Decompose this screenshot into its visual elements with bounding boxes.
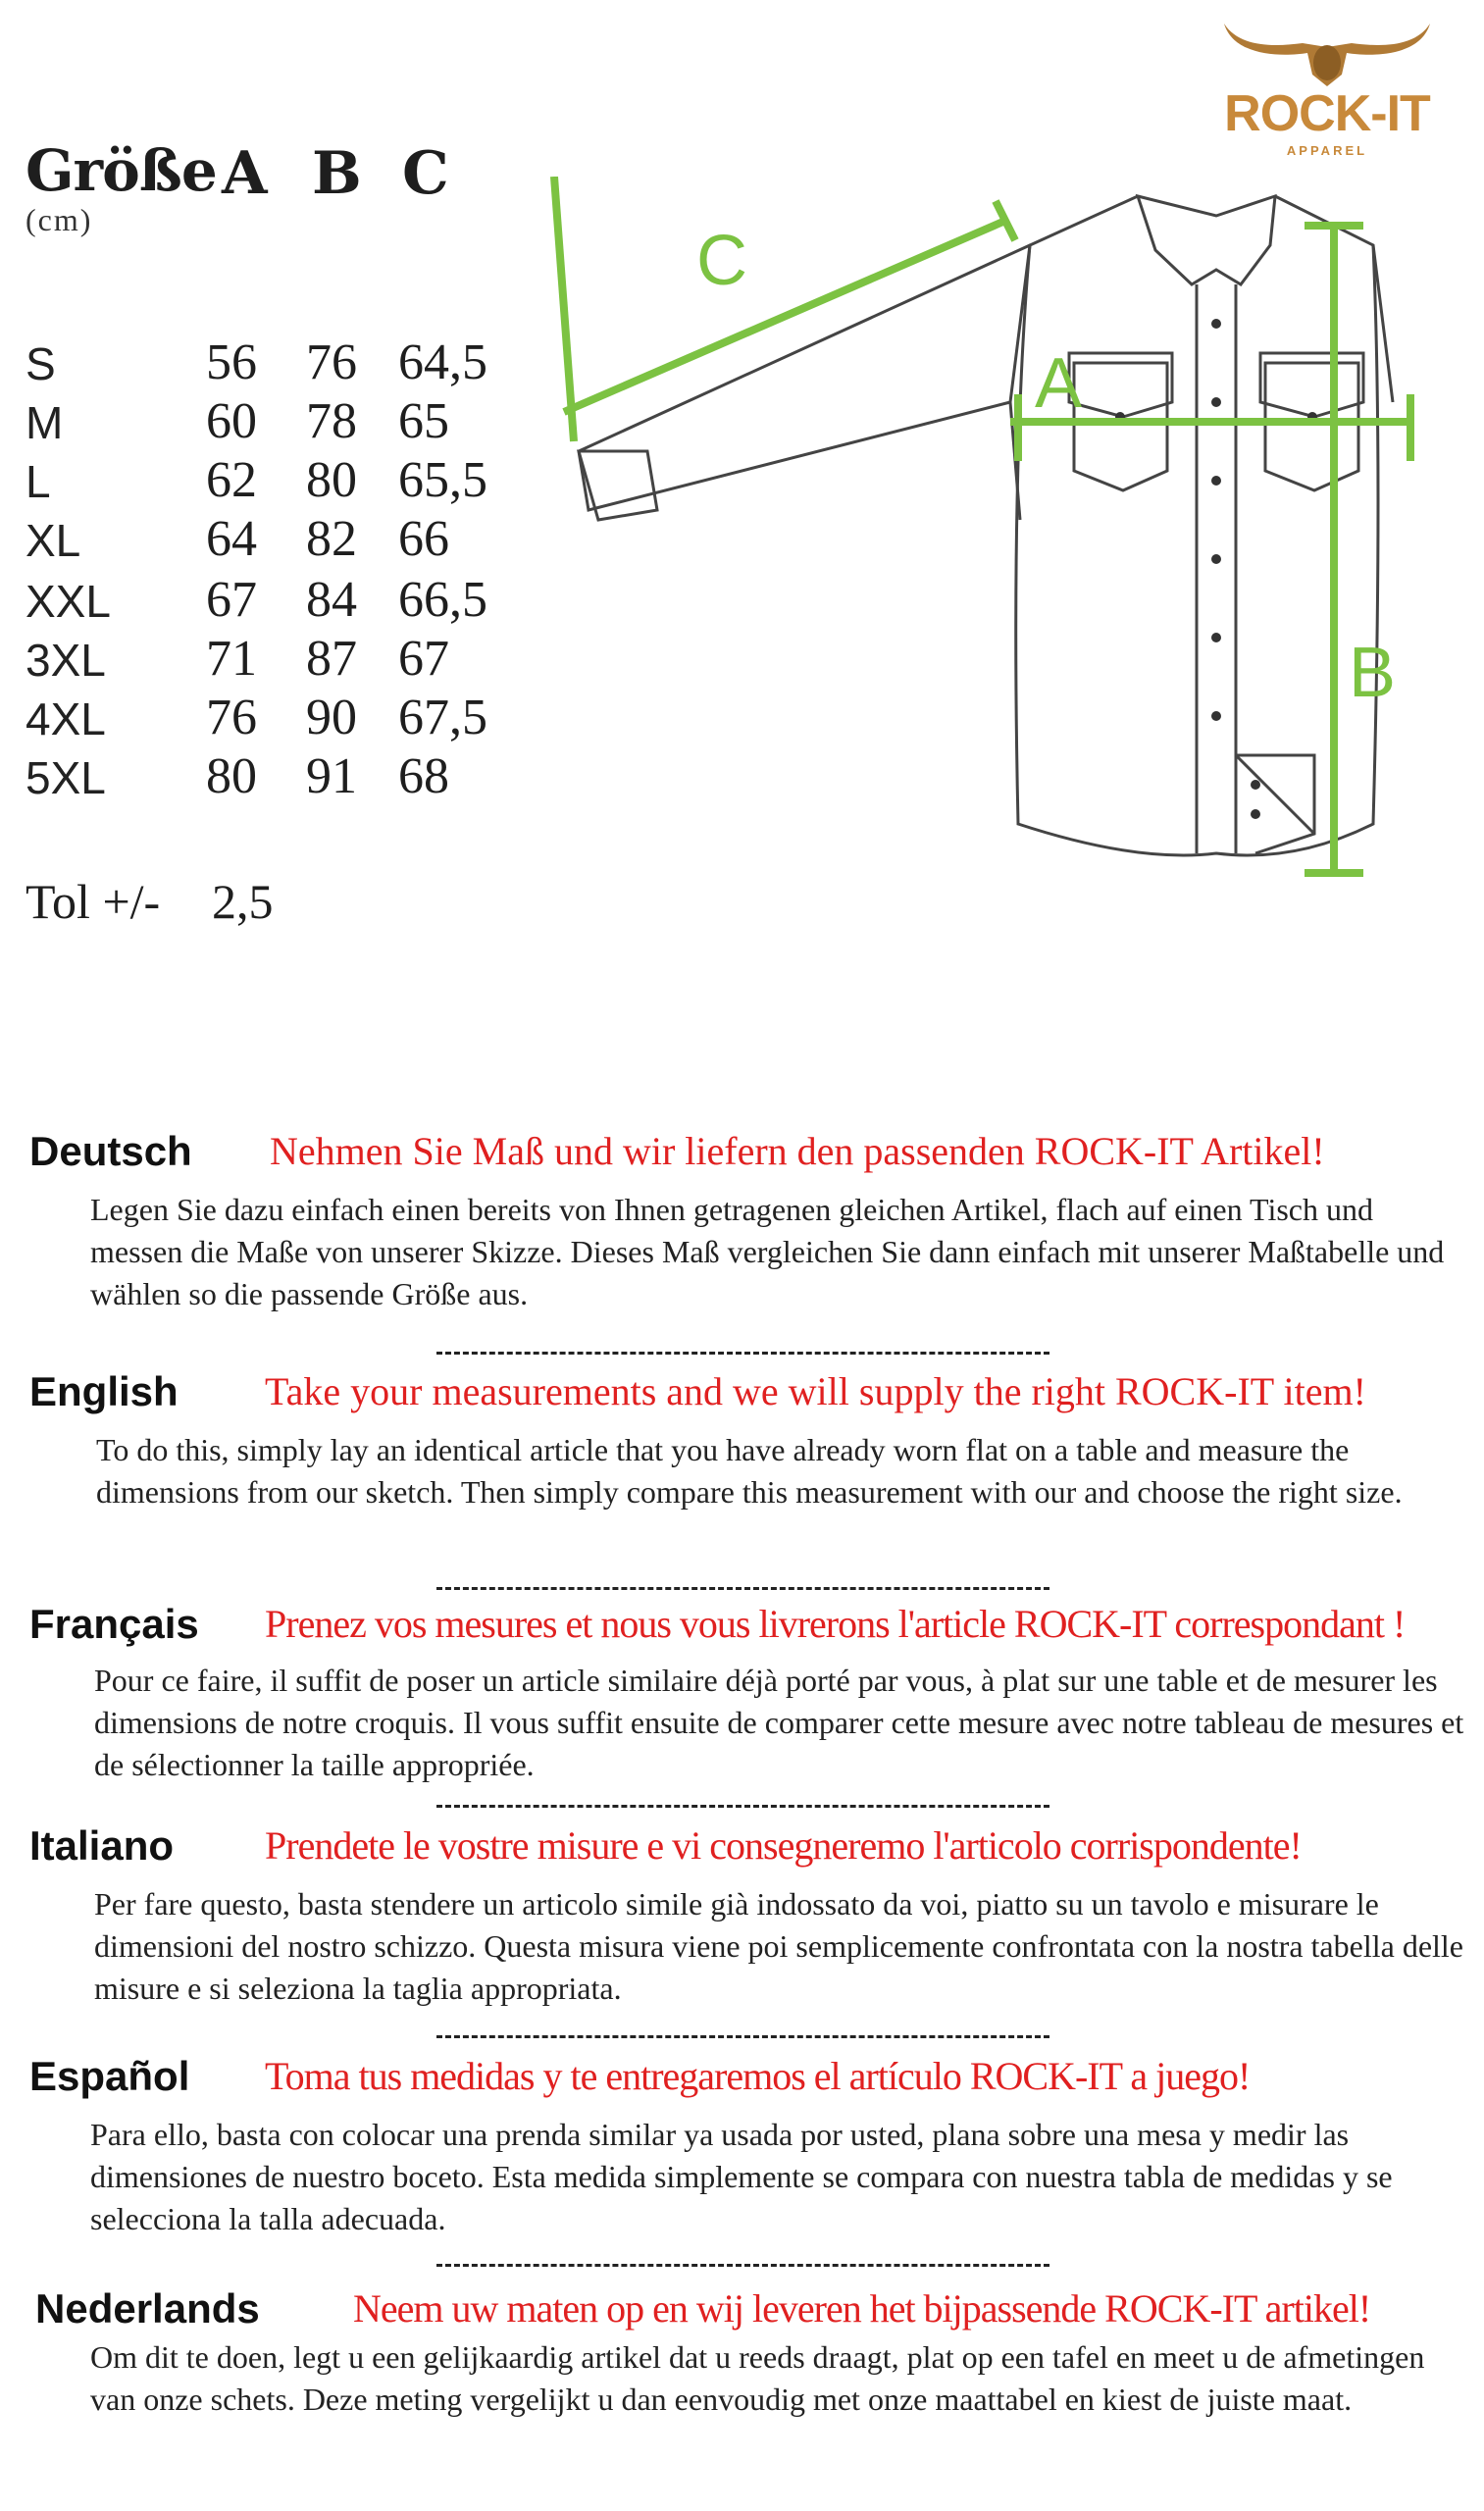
value-c: 64,5 <box>398 334 487 390</box>
separator <box>436 2264 1049 2267</box>
language-name: Español <box>29 2053 190 2099</box>
section-espanol <box>29 2053 1471 2279</box>
section-body: Pour ce faire, il suffit de poser un article similaire déjà porté par vous, à plat sur une table et de mesurer les dimensions de notre croquis. Il vous suffit ensuite de comparer cette mesure avec notre tableau de mesures et de sélectionner la taille appropriée. <box>94 1663 1464 1782</box>
value-c: 68 <box>398 748 449 804</box>
language-name: Italiano <box>29 1822 175 1869</box>
size-table-header: Größe <box>26 137 217 204</box>
value-a: 62 <box>206 452 257 508</box>
label-b: B <box>1349 634 1397 712</box>
section-headline: Nehmen Sie Maß und wir liefern den passenden ROCK-IT Artikel! <box>270 1129 1325 1173</box>
section-body: Para ello, basta con colocar una prenda similar ya usada por usted, plana sobre una mesa y medir las dimensiones de nuestro boceto. Esta medida simplemente se compara con nuestra tabla de medidas y se selecciona la talla adecuada. <box>90 2117 1393 2236</box>
value-a: 56 <box>206 334 257 390</box>
separator <box>436 1805 1049 1808</box>
section-headline: Prenez vos mesures et nous vous livrerons l'article ROCK-IT correspondant ! <box>265 1602 1406 1646</box>
value-c: 65 <box>398 393 449 449</box>
value-c: 67,5 <box>398 690 487 745</box>
table-row <box>26 333 516 392</box>
label-c: C <box>696 222 747 300</box>
size-table <box>26 137 516 971</box>
value-c: 66 <box>398 511 449 567</box>
value-b: 78 <box>306 393 357 449</box>
value-a: 80 <box>206 748 257 804</box>
table-row <box>26 451 516 510</box>
section-nederlands <box>29 2285 1471 2501</box>
table-row <box>26 571 516 630</box>
section-francais <box>29 1601 1471 1826</box>
section-headline: Toma tus medidas y te entregaremos el artículo ROCK-IT a juego! <box>265 2054 1251 2098</box>
value-b: 80 <box>306 452 357 508</box>
value-b: 87 <box>306 631 357 687</box>
value-b: 82 <box>306 511 357 567</box>
language-name: Deutsch <box>29 1128 192 1174</box>
section-body: Om dit te doen, legt u een gelijkaardig artikel dat u reeds draagt, plat op een tafel en meet u de afmetingen van onze schets. Deze meting vergelijkt u dan eenvoudig met onze maattabel en kiest de juiste maat. <box>90 2339 1425 2417</box>
column-header-c: C <box>402 139 449 208</box>
logo-text: ROCK-IT <box>1224 85 1430 142</box>
label-a: A <box>1035 344 1083 423</box>
value-a: 60 <box>206 393 257 449</box>
section-body: To do this, simply lay an identical article that you have already worn flat on a table and measure the dimensions from our sketch. Then simply compare this measurement with our and choose the right size. <box>96 1432 1403 1510</box>
button-dots <box>1115 319 1317 819</box>
size-label: 3XL <box>26 635 106 686</box>
value-a: 67 <box>206 572 257 628</box>
size-label: XL <box>26 515 81 566</box>
section-headline: Prendete le vostre misure e vi consegneremo l'articolo corrispondente! <box>265 1823 1302 1868</box>
size-label: L <box>26 456 51 507</box>
column-header-b: B <box>312 139 362 208</box>
section-body: Per fare questo, basta stendere un articolo simile già indossato da voi, piatto su un tavolo e misurare le dimensioni del nostro schizzo. Questa misura viene poi semplicemente confrontata con la nostra tabella delle misure e si seleziona la taglia appropriata. <box>94 1886 1463 2006</box>
size-label: S <box>26 338 56 389</box>
value-b: 76 <box>306 334 357 390</box>
size-label: M <box>26 397 64 448</box>
section-deutsch <box>29 1128 1471 1363</box>
value-b: 90 <box>306 690 357 745</box>
separator <box>436 1352 1049 1355</box>
section-italiano <box>29 1822 1471 2048</box>
value-c: 65,5 <box>398 452 487 508</box>
language-name: Nederlands <box>35 2285 260 2332</box>
table-row <box>26 510 516 569</box>
section-headline: Take your measurements and we will supply the right ROCK-IT item! <box>265 1369 1366 1413</box>
table-row <box>26 630 516 689</box>
value-b: 84 <box>306 572 357 628</box>
table-row <box>26 689 516 747</box>
section-headline: Neem uw maten op en wij leveren het bijpassende ROCK-IT artikel! <box>353 2286 1371 2331</box>
language-name: Français <box>29 1601 199 1647</box>
size-label: 5XL <box>26 752 106 803</box>
table-row <box>26 392 516 451</box>
size-label: XXL <box>26 576 111 627</box>
section-body: Legen Sie dazu einfach einen bereits von Ihnen getragenen gleichen Artikel, flach auf einen Tisch und messen die Maße von unserer Skizze. Dieses Maß vergleichen Sie dann einfach mit unserer Maßtabelle und wählen so die passende Größe aus. <box>90 1192 1445 1311</box>
language-name: English <box>29 1368 179 1414</box>
column-header-a: A <box>222 139 268 208</box>
separator <box>436 2035 1049 2038</box>
tolerance <box>26 873 274 930</box>
unit-label: (cm) <box>26 202 93 237</box>
value-c: 66,5 <box>398 572 487 628</box>
value-a: 76 <box>206 690 257 745</box>
table-row <box>26 747 516 806</box>
section-english <box>29 1368 1471 1604</box>
value-a: 64 <box>206 511 257 567</box>
value-a: 71 <box>206 631 257 687</box>
separator <box>436 1587 1049 1590</box>
measurement-lines <box>554 177 1410 873</box>
brand-logo <box>1204 18 1450 158</box>
size-label: 4XL <box>26 693 106 744</box>
tolerance-value: 2,5 <box>212 874 274 929</box>
value-b: 91 <box>306 748 357 804</box>
shirt-diagram <box>549 177 1461 883</box>
value-c: 67 <box>398 631 449 687</box>
tolerance-label: Tol +/- <box>26 874 161 929</box>
measure-line-c <box>564 221 1005 412</box>
logo-subtext: APPAREL <box>1286 143 1368 158</box>
